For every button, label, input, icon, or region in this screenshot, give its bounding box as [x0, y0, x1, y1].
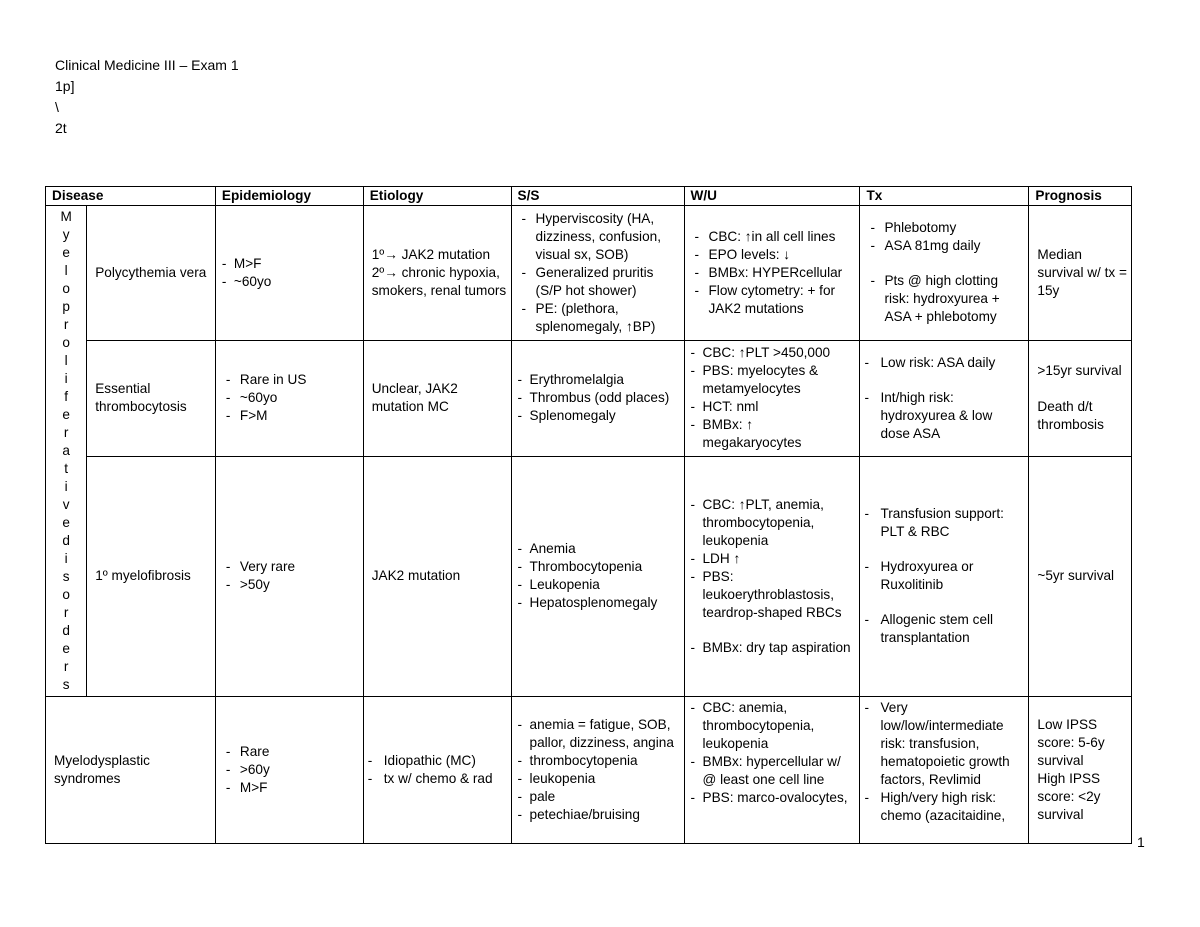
group-label-letter: e: [62, 245, 70, 260]
table-row: [46, 697, 1132, 844]
list-item: - Leukopenia: [516, 576, 680, 594]
list-item: - Int/high risk: hydroxyurea & low dose ASA: [864, 389, 1024, 443]
etiology-cell: JAK2 mutation: [363, 456, 511, 696]
tx-cell: [860, 206, 1029, 341]
group-label-letter: a: [62, 443, 70, 458]
list-item: - BMBx: HYPERcellular: [689, 264, 856, 282]
epidemiology-cell: [215, 340, 363, 456]
list-item: - Thrombus (odd places): [516, 389, 680, 407]
list-item: - Hepatosplenomegaly: [516, 594, 680, 612]
prognosis-cell: Low IPSS score: 5-6y survival High IPSS score: <2y survival: [1029, 697, 1132, 844]
group-label-letter: o: [62, 335, 70, 350]
group-label-letter: r: [63, 659, 69, 674]
table-header-row: [46, 187, 1132, 206]
list-item: - anemia = fatigue, SOB, pallor, dizziness, angina: [516, 716, 680, 752]
group-label-vertical: [46, 206, 87, 697]
prognosis-cell: Median survival w/ tx = 15y: [1029, 206, 1132, 341]
column-header: Etiology: [363, 187, 511, 206]
list-item: - PBS: leukoerythroblastosis, teardrop-shaped RBCs: [689, 568, 856, 622]
etiology-cell: Unclear, JAK2 mutation MC: [363, 340, 511, 456]
group-label-letter: s: [62, 569, 70, 584]
group-label-letter: y: [62, 227, 70, 242]
list-item: - PBS: marco-ovalocytes,: [689, 789, 856, 807]
list-item: - BMBx: hypercellular w/ @ least one cell line: [689, 753, 856, 789]
list-item: - Idiopathic (MC): [368, 752, 507, 770]
list-item: - Pts @ high clotting risk: hydroxyurea + ASA + phlebotomy: [864, 272, 1024, 326]
list-item: - LDH ↑: [689, 550, 856, 568]
table-row: [46, 340, 1132, 456]
group-label-letter: o: [62, 281, 70, 296]
list-item: - ASA 81mg daily: [864, 237, 1024, 255]
table-row: [46, 206, 1132, 341]
list-item: - >50y: [220, 576, 359, 594]
list-item: - ~60yo: [220, 273, 359, 291]
list-item: - Erythromelalgia: [516, 371, 680, 389]
document-header: [55, 55, 239, 139]
list-item: - High/very high risk: chemo (azacitaidine,: [864, 789, 1024, 825]
column-header: W/U: [684, 187, 860, 206]
wu-cell: [684, 697, 860, 844]
list-item: - PE: (plethora, splenomegaly, ↑BP): [516, 300, 680, 336]
epidemiology-cell: [215, 697, 363, 844]
tx-cell: [860, 340, 1029, 456]
group-label-letter: e: [62, 641, 70, 656]
list-item: - Anemia: [516, 540, 680, 558]
list-item: - CBC: ↑PLT, anemia, thrombocytopenia, leukopenia: [689, 496, 856, 550]
prognosis-cell: ~5yr survival: [1029, 456, 1132, 696]
ss-cell: [511, 206, 684, 341]
column-header: Disease: [46, 187, 216, 206]
tx-cell: [860, 456, 1029, 696]
group-label-letter: f: [64, 389, 68, 404]
wu-cell: [684, 206, 860, 341]
group-label-letter: s: [62, 677, 70, 692]
group-label-letter: i: [64, 551, 68, 566]
group-label-letter: l: [64, 353, 68, 368]
list-item: - CBC: ↑PLT >450,000: [689, 344, 856, 362]
list-item: - F>M: [220, 407, 359, 425]
wu-cell: [684, 456, 860, 696]
header-line-2: 1p]: [55, 78, 75, 94]
group-label-letter: r: [63, 605, 69, 620]
list-item: - Very rare: [220, 558, 359, 576]
group-label-letter: M: [60, 209, 72, 224]
header-line-3: \: [55, 99, 59, 115]
group-label-letter: d: [62, 533, 70, 548]
column-header: Tx: [860, 187, 1029, 206]
list-item: - HCT: nml: [689, 398, 856, 416]
list-item: - Phlebotomy: [864, 219, 1024, 237]
prognosis-cell: >15yr survival Death d/t thrombosis: [1029, 340, 1132, 456]
etiology-cell: [363, 697, 511, 844]
ss-cell: [511, 456, 684, 696]
list-item: - Hyperviscosity (HA, dizziness, confusion, visual sx, SOB): [516, 210, 680, 264]
column-header: S/S: [511, 187, 684, 206]
epidemiology-cell: [215, 206, 363, 341]
group-label-letter: r: [63, 317, 69, 332]
list-item: - EPO levels: ↓: [689, 246, 856, 264]
list-item: - Hydroxyurea or Ruxolitinib: [864, 558, 1024, 594]
list-item: - Rare in US: [220, 371, 359, 389]
list-item: - petechiae/bruising: [516, 806, 680, 824]
list-item: - Thrombocytopenia: [516, 558, 680, 576]
disease-name: Essential thrombocytosis: [87, 340, 216, 456]
group-label-letter: t: [64, 461, 68, 476]
list-item: - BMBx: ↑ megakaryocytes: [689, 416, 856, 452]
ss-cell: [511, 340, 684, 456]
list-item: - Very low/low/intermediate risk: transfusion, hematopoietic growth factors, Revlimid: [864, 699, 1024, 789]
list-item: - Splenomegaly: [516, 407, 680, 425]
group-label-letter: e: [62, 515, 70, 530]
list-item: - thrombocytopenia: [516, 752, 680, 770]
group-label-letter: r: [63, 425, 69, 440]
group-label-letter: v: [62, 497, 70, 512]
group-label-letter: i: [64, 479, 68, 494]
list-item: - ~60yo: [220, 389, 359, 407]
list-item: - M>F: [220, 779, 359, 797]
group-label-letter: d: [62, 623, 70, 638]
list-item: - pale: [516, 788, 680, 806]
list-item: - Flow cytometry: + for JAK2 mutations: [689, 282, 856, 318]
list-item: - Generalized pruritis (S/P hot shower): [516, 264, 680, 300]
column-header: Prognosis: [1029, 187, 1132, 206]
list-item: - >60y: [220, 761, 359, 779]
column-header: Epidemiology: [215, 187, 363, 206]
list-item: - leukopenia: [516, 770, 680, 788]
list-item: - CBC: anemia, thrombocytopenia, leukopenia: [689, 699, 856, 753]
list-item: - Allogenic stem cell transplantation: [864, 611, 1024, 647]
list-item: - M>F: [220, 255, 359, 273]
disease-name: Polycythemia vera: [87, 206, 216, 341]
disease-name: 1º myelofibrosis: [87, 456, 216, 696]
wu-cell: [684, 340, 860, 456]
tx-cell: [860, 697, 1029, 844]
group-label-letter: l: [64, 263, 68, 278]
disease-name: Myelodysplastic syndromes: [46, 697, 216, 844]
ss-cell: [511, 697, 684, 844]
group-label-letter: o: [62, 587, 70, 602]
list-item: - Transfusion support: PLT & RBC: [864, 505, 1024, 541]
header-line-4: 2t: [55, 120, 67, 136]
list-item: - PBS: myelocytes & metamyelocytes: [689, 362, 856, 398]
list-item: - Low risk: ASA daily: [864, 354, 1024, 372]
disease-table: [45, 186, 1132, 844]
page-number: 1: [1137, 834, 1145, 850]
table-row: [46, 456, 1132, 696]
list-item: - tx w/ chemo & rad: [368, 770, 507, 788]
epidemiology-cell: [215, 456, 363, 696]
list-item: - CBC: ↑in all cell lines: [689, 228, 856, 246]
etiology-cell: 1º→ JAK2 mutation 2º→ chronic hypoxia, smokers, renal tumors: [363, 206, 511, 341]
list-item: - BMBx: dry tap aspiration: [689, 639, 856, 657]
group-label-letter: i: [64, 371, 68, 386]
document-title: Clinical Medicine III – Exam 1: [55, 57, 239, 73]
list-item: - Rare: [220, 743, 359, 761]
group-label-letter: e: [62, 407, 70, 422]
group-label-letter: p: [62, 299, 70, 314]
